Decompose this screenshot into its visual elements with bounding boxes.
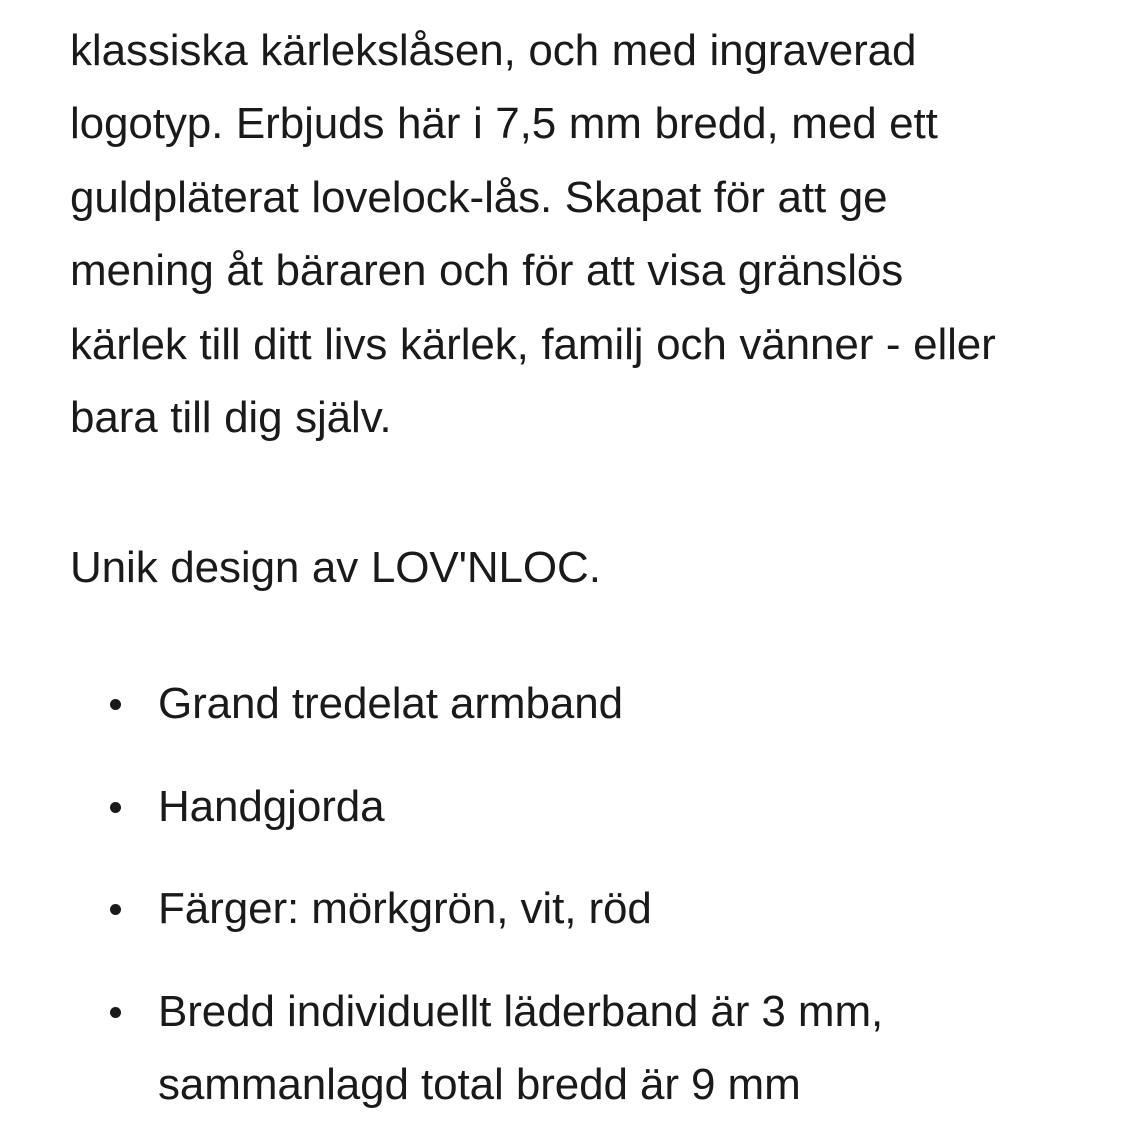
list-item (0, 770, 1125, 844)
paragraph-line-clipped-top (0, 0, 1125, 14)
paragraph-line-6: bara till dig själv. (70, 393, 392, 442)
bullet-dot-icon (110, 1007, 121, 1018)
list-item-label-continued: sammanlagd total bredd är 9 mm (158, 1060, 801, 1109)
paragraph-line-2: logotyp. Erbjuds här i 7,5 mm bredd, med ett (70, 99, 938, 148)
paragraph-gap (0, 455, 1125, 531)
paragraph-line-5: kärlek till ditt livs kärlek, familj och vänner - eller (70, 319, 996, 369)
list-item-label: Grand tredelat armband (158, 679, 623, 728)
list-item (0, 975, 1125, 1122)
bullet-dot-icon (110, 802, 121, 813)
paragraph-line-3: guldpläterat lovelock-lås. Skapat för att ge (70, 172, 888, 222)
list-gap (0, 604, 1125, 667)
list-item-label: Bredd individuellt läderband är 3 mm, (158, 986, 884, 1036)
paragraph-line-1: klassiska kärlekslåsen, och med ingraverad (70, 25, 917, 75)
design-credit-line: Unik design av LOV'NLOC. (70, 542, 601, 592)
bullet-dot-icon (110, 699, 121, 710)
list-item (0, 872, 1125, 946)
paragraph-line-4: mening åt bäraren och för att visa gränslös (70, 246, 904, 295)
bullet-dot-icon (110, 904, 121, 915)
list-item-label: Handgjorda (158, 781, 385, 831)
spec-bullet-list (0, 667, 1125, 1122)
list-item (0, 667, 1125, 741)
list-item-label: Färger: mörkgrön, vit, röd (158, 884, 652, 933)
